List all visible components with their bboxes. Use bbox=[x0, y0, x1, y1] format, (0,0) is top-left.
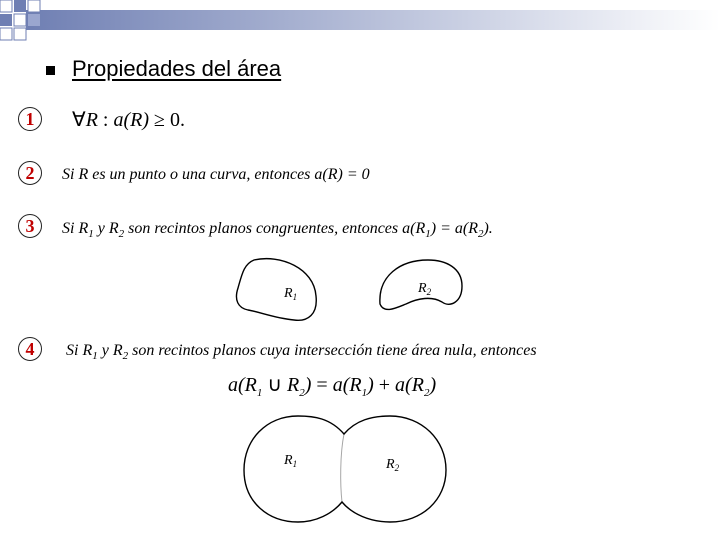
property-3-text: Si $R_1$ y $R_2$ son recintos planos congruentes, entonces $a(R_1) = a(R_2)$. bbox=[62, 220, 493, 241]
region-r1-shape bbox=[236, 259, 316, 321]
union-regions-figure bbox=[240, 414, 452, 526]
decorative-header-squares bbox=[0, 0, 720, 50]
property-1-formula: ∀R : a(R) ≥ 0. bbox=[72, 109, 185, 131]
union-r1-label: $R_1$ bbox=[284, 453, 298, 469]
union-area-formula: $a(R_1$ ∪ $R_2) = a(R_1) + a(R_2)$ bbox=[228, 374, 437, 399]
property-4-text: Si $R_1$ y $R_2$ son recintos planos cuya intersección tiene área nula, entonces bbox=[66, 342, 537, 363]
property-number-2: 2 bbox=[18, 161, 42, 185]
union-regions-shape bbox=[244, 416, 446, 522]
union-r2-label: $R_2$ bbox=[386, 457, 400, 473]
property-number-4: 4 bbox=[18, 337, 42, 361]
region-r1-label: $R_1$ bbox=[284, 286, 298, 302]
property-2-text: Si R es un punto o una curva, entonces a(R) = 0 bbox=[62, 166, 370, 183]
page-title: Propiedades del área bbox=[72, 56, 282, 81]
congruent-regions-figure bbox=[232, 256, 472, 326]
property-number-3: 3 bbox=[18, 214, 42, 238]
region-r2-label: $R_2$ bbox=[418, 281, 432, 297]
bullet-square-icon bbox=[46, 66, 55, 75]
property-number-1: 1 bbox=[18, 107, 42, 131]
